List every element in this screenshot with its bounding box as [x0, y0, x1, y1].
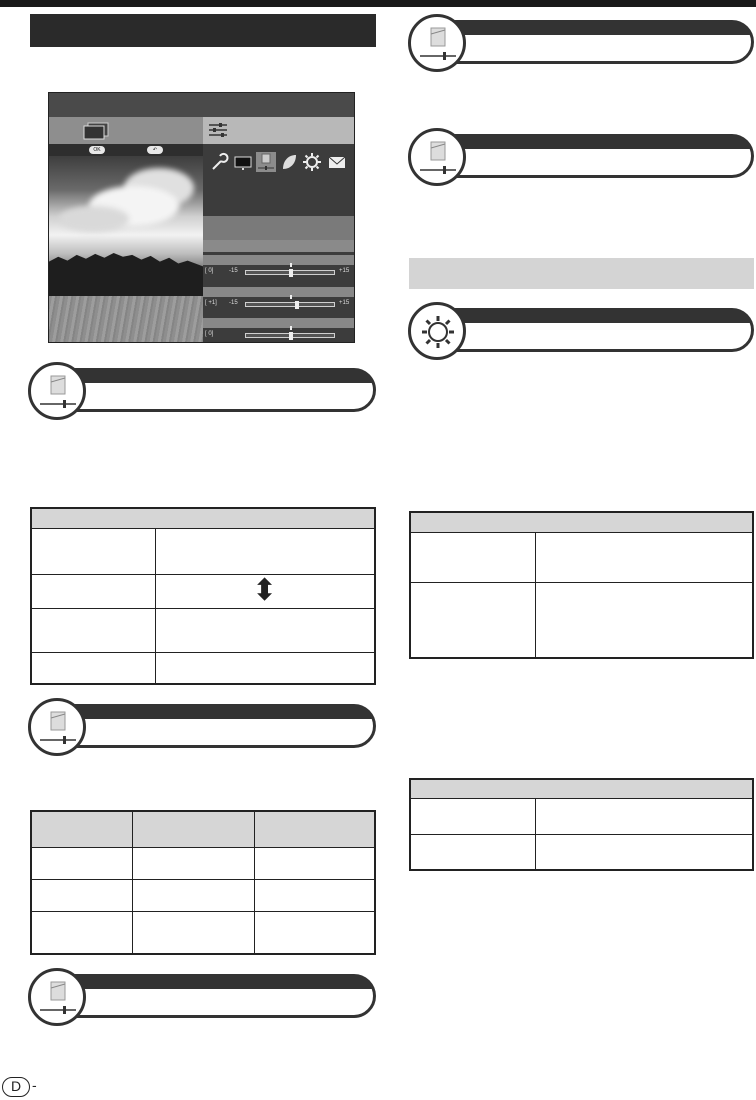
table-header — [32, 509, 374, 529]
osd-settings-panel — [203, 144, 354, 343]
table-row — [32, 880, 374, 912]
adjust-icon — [256, 152, 276, 172]
osd-title-bar — [49, 93, 354, 117]
osd-slider — [203, 255, 354, 281]
setting-header-pill — [408, 128, 754, 182]
table-row — [411, 533, 752, 583]
section-title-bar — [30, 14, 376, 47]
slider-min: -15 — [229, 268, 238, 274]
section-band — [409, 258, 754, 289]
setting-header-pill — [28, 968, 376, 1022]
osd-menu-row — [49, 117, 354, 144]
osd-category-icons — [203, 152, 354, 174]
osd-key-guide — [49, 144, 203, 156]
slider-thumb — [295, 301, 299, 309]
picture-adjust-icon — [28, 968, 86, 1026]
tv-icon — [83, 122, 109, 140]
table-row — [32, 575, 374, 609]
slider-value: [ 0] — [205, 331, 214, 337]
settings-table — [30, 507, 376, 685]
envelope-icon — [327, 152, 347, 172]
slider-min: -15 — [229, 300, 238, 306]
leaf-icon — [279, 152, 299, 172]
osd-slider — [203, 318, 354, 343]
table-row — [411, 799, 752, 835]
settings-table — [30, 810, 376, 955]
osd-slider — [203, 287, 354, 313]
top-rule — [0, 0, 756, 7]
slider-thumb — [289, 269, 293, 277]
page-number-dash: - — [32, 1077, 37, 1093]
gear-icon — [302, 152, 322, 172]
osd-panel-band — [203, 216, 354, 240]
osd-panel-band — [203, 240, 354, 252]
wrench-icon — [209, 152, 229, 172]
tv-menu-screenshot — [48, 92, 355, 343]
slider-track — [245, 302, 335, 307]
table-row — [32, 912, 374, 955]
slider-thumb — [289, 332, 293, 340]
table-row — [411, 835, 752, 871]
table-row — [32, 848, 374, 880]
slider-track — [245, 270, 335, 275]
picture-adjust-icon — [207, 121, 229, 139]
table-header — [32, 812, 374, 848]
table-header — [411, 780, 752, 799]
table-row — [32, 609, 374, 653]
picture-adjust-icon — [28, 362, 86, 420]
setting-header-pill — [28, 698, 376, 752]
picture-adjust-icon — [408, 128, 466, 186]
ok-key-icon: OK — [89, 146, 105, 154]
setting-header-pill — [408, 302, 754, 356]
osd-selected-menu — [203, 117, 354, 144]
back-key-icon: ↶ — [147, 146, 163, 154]
table-header — [411, 513, 752, 533]
table-row — [32, 653, 374, 685]
slider-max: +15 — [339, 268, 350, 274]
slider-value: [ +1] — [205, 300, 217, 306]
picture-adjust-icon — [408, 14, 466, 72]
preview-landscape-image — [49, 156, 203, 343]
setting-header-pill — [408, 14, 754, 68]
picture-adjust-icon — [28, 698, 86, 756]
slider-track — [245, 333, 335, 338]
settings-table — [409, 511, 754, 659]
page-language-badge: D — [2, 1077, 30, 1097]
slider-max: +15 — [339, 300, 350, 306]
display-icon — [233, 152, 253, 172]
setting-header-pill — [28, 362, 376, 416]
slider-value: [ 0] — [205, 268, 214, 274]
settings-table — [409, 778, 754, 871]
gear-icon — [408, 302, 466, 360]
up-down-arrow-icon: ⬍ — [252, 574, 278, 607]
table-row — [411, 583, 752, 659]
table-row — [32, 529, 374, 575]
